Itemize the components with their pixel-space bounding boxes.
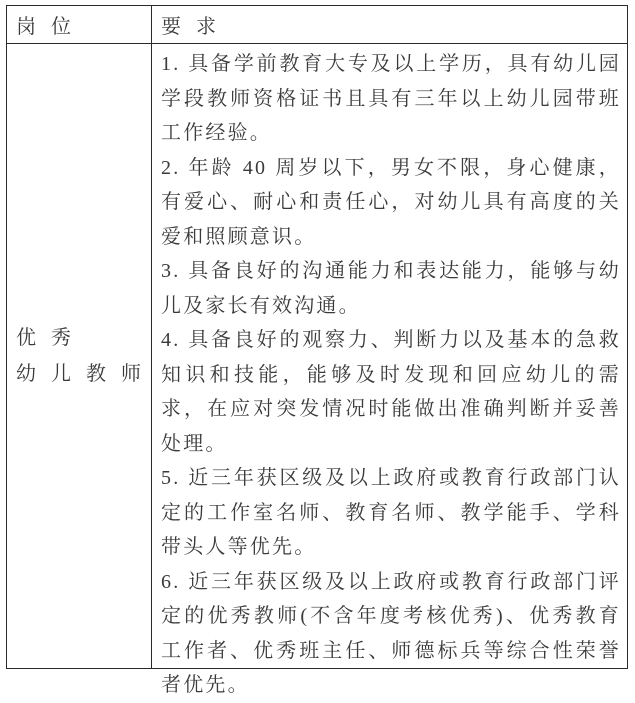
job-requirements-table bbox=[6, 5, 628, 696]
requirement-item: 6. 近三年获区级及以上政府或教育行政部门评定的优秀教师(不含年度考核优秀)、优秀教育工作者、优秀班主任、师德标兵等综合性荣誉者优先。 bbox=[161, 570, 621, 696]
position-cell bbox=[7, 44, 152, 668]
position-name-line1: 优 秀 bbox=[16, 327, 76, 349]
position-name-line2: 幼 儿 教 师 bbox=[16, 363, 146, 385]
table-body-row bbox=[7, 44, 627, 696]
header-cell-position: 岗 位 bbox=[7, 6, 152, 43]
requirement-item: 2. 年龄 40 周岁以下，男女不限，身心健康，有爱心、耐心和责任心，对幼儿具有高度的关爱和照顾意识。 bbox=[161, 156, 621, 248]
requirement-item: 5. 近三年获区级及以上政府或教育行政部门认定的工作室名师、教育名师、教学能手、学科带头人等优先。 bbox=[161, 467, 621, 558]
requirement-item: 3. 具备良好的沟通能力和表达能力，能够与幼儿及家长有效沟通。 bbox=[161, 260, 621, 317]
header-cell-requirements: 要 求 bbox=[161, 16, 221, 38]
requirements-cell bbox=[152, 44, 627, 696]
table-header-row bbox=[7, 6, 627, 44]
requirement-item: 4. 具备良好的观察力、判断力以及基本的急救知识和技能，能够及时发现和回应幼儿的需求，在应对突发情况时能做出准确判断并妥善处理。 bbox=[161, 329, 621, 455]
requirement-item: 1. 具备学前教育大专及以上学历，具有幼儿园学段教师资格证书且具有三年以上幼儿园带班工作经验。 bbox=[161, 53, 621, 144]
